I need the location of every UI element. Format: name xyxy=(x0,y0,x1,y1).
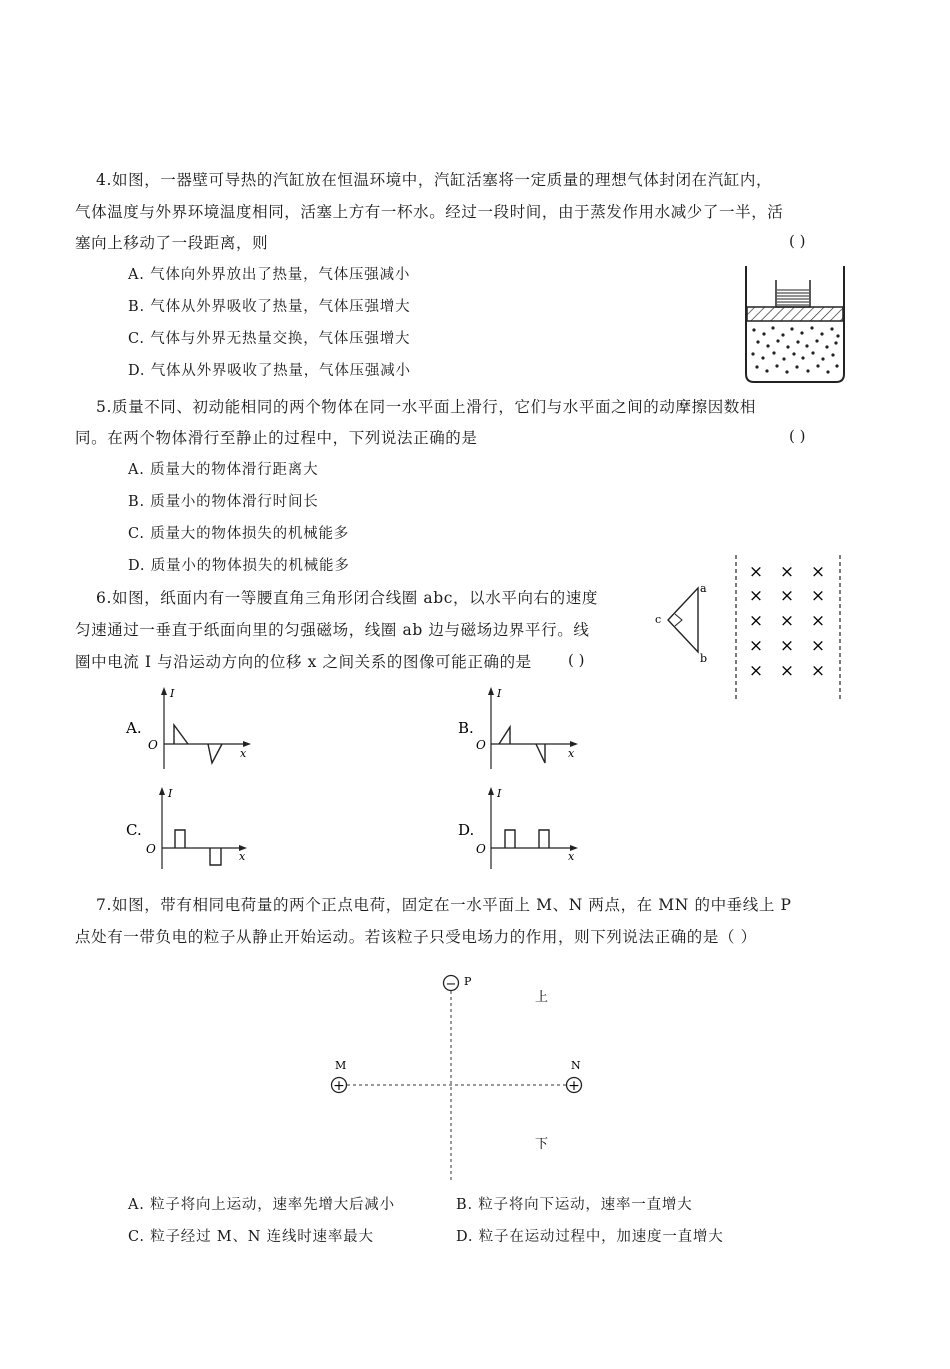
q4-answer-bracket: ( ) xyxy=(789,232,806,250)
field-cross-2-0: × xyxy=(748,611,764,631)
label-m: M xyxy=(335,1059,347,1072)
q4-line-3: 塞向上移动了一段距离，则 xyxy=(75,234,269,252)
q7-option-b: B. 粒子将向下运动，速率一直增大 xyxy=(456,1197,693,1213)
q4-option-d: D. 气体从外界吸收了热量，气体压强减小 xyxy=(128,363,411,379)
graph-b xyxy=(455,685,595,775)
q6-line-3: 圈中电流 I 与沿运动方向的位移 x 之间关系的图像可能正确的是 xyxy=(75,653,532,671)
field-cross-3-0: × xyxy=(748,636,764,656)
field-cross-1-1: × xyxy=(779,586,795,606)
charge-p-sign: − xyxy=(445,977,457,992)
charge-m-sign: + xyxy=(333,1078,345,1094)
gas-molecules xyxy=(751,326,839,373)
field-cross-marks xyxy=(749,562,825,681)
field-cross-0-0: × xyxy=(748,562,764,582)
field-cross-1-0: × xyxy=(748,586,764,606)
graph-a-x-axis: x xyxy=(240,747,247,760)
q7-line-1: 7.如图，带有相同电荷量的两个正点电荷，固定在一水平面上 M、N 两点，在 MN 的中垂线上 P xyxy=(96,896,792,914)
field-cross-0-1: × xyxy=(779,562,795,582)
q5-option-d: D. 质量小的物体损失的机械能多 xyxy=(128,558,350,574)
triangle-label-c: c xyxy=(655,613,662,626)
graph-b-y-axis: I xyxy=(497,687,502,700)
graph-d-curve xyxy=(505,830,549,848)
graph-d-y-axis: I xyxy=(497,787,502,800)
graph-c-x-axis: x xyxy=(239,850,246,863)
q6-line-1: 6.如图，纸面内有一等腰直角三角形闭合线圈 abc，以水平向右的速度 xyxy=(96,589,598,607)
field-cross-0-2: × xyxy=(810,562,826,582)
triangle-label-b: b xyxy=(700,652,708,665)
q4-line-1: 4.如图，一器壁可导热的汽缸放在恒温环境中，汽缸活塞将一定质量的理想气体封闭在汽缸内， xyxy=(96,171,773,189)
q4-option-a: A. 气体向外界放出了热量，气体压强减小 xyxy=(128,267,411,283)
q5-option-b: B. 质量小的物体滑行时间长 xyxy=(128,494,319,510)
graph-d-x-axis: x xyxy=(568,850,575,863)
graph-d-label: D. xyxy=(458,821,475,839)
q5-answer-bracket: ( ) xyxy=(789,427,806,445)
field-cross-3-2: × xyxy=(810,636,826,656)
label-n: N xyxy=(571,1059,581,1072)
graph-a-origin: O xyxy=(148,738,158,752)
q4-option-c: C. 气体与外界无热量交换，气体压强增大 xyxy=(128,331,411,347)
piston xyxy=(747,307,843,321)
label-down: 下 xyxy=(535,1137,549,1152)
graph-c-label: C. xyxy=(126,821,142,839)
graph-b-label: B. xyxy=(458,719,474,737)
graph-d-origin: O xyxy=(476,842,486,856)
graph-a xyxy=(120,685,260,775)
field-cross-2-2: × xyxy=(810,611,826,631)
field-cross-3-1: × xyxy=(779,636,795,656)
field-cross-1-2: × xyxy=(810,586,826,606)
graph-b-origin: O xyxy=(476,738,486,752)
graph-c-y-axis: I xyxy=(168,787,173,800)
q7-option-d: D. 粒子在运动过程中，加速度一直增大 xyxy=(456,1229,724,1245)
q7-option-a: A. 粒子将向上运动，速率先增大后减小 xyxy=(128,1197,395,1213)
q5-line-2: 同。在两个物体滑行至静止的过程中，下列说法正确的是 xyxy=(75,429,478,447)
field-cross-2-1: × xyxy=(779,611,795,631)
graph-c xyxy=(120,785,260,875)
graph-d xyxy=(455,785,595,875)
charge-n-sign: + xyxy=(568,1078,580,1094)
graph-a-label: A. xyxy=(126,719,142,737)
triangle-coil-figure xyxy=(650,580,710,670)
label-p: P xyxy=(464,975,472,988)
field-cross-4-2: × xyxy=(810,661,826,681)
cylinder-figure xyxy=(740,262,850,387)
q7-option-c: C. 粒子经过 M、N 连线时速率最大 xyxy=(128,1229,374,1245)
q5-line-1: 5.质量不同、初动能相同的两个物体在同一水平面上滑行，它们与水平面之间的动摩擦因数相 xyxy=(96,398,756,416)
charges-figure xyxy=(320,965,600,1180)
field-cross-4-0: × xyxy=(748,661,764,681)
q4-option-b: B. 气体从外界吸收了热量，气体压强增大 xyxy=(128,299,411,315)
q5-option-a: A. 质量大的物体滑行距离大 xyxy=(128,462,319,478)
magnetic-field-region xyxy=(732,555,848,701)
q5-option-c: C. 质量大的物体损失的机械能多 xyxy=(128,526,350,542)
q4-line-2: 气体温度与外界环境温度相同，活塞上方有一杯水。经过一段时间，由于蒸发作用水减少了一半，活 xyxy=(75,203,784,221)
q6-answer-bracket: ( ) xyxy=(568,651,585,669)
q7-line-2: 点处有一带负电的粒子从静止开始运动。若该粒子只受电场力的作用，则下列说法正确的是（ ） xyxy=(75,928,757,946)
graph-b-x-axis: x xyxy=(568,747,575,760)
label-up: 上 xyxy=(535,990,549,1005)
graph-c-origin: O xyxy=(146,842,156,856)
field-cross-4-1: × xyxy=(779,661,795,681)
graph-a-y-axis: I xyxy=(170,687,175,700)
graph-b-curve xyxy=(499,727,545,763)
triangle-label-a: a xyxy=(700,582,707,595)
water-cup xyxy=(776,280,810,307)
q6-line-2: 匀速通过一垂直于纸面向里的匀强磁场，线圈 ab 边与磁场边界平行。线 xyxy=(75,621,590,639)
